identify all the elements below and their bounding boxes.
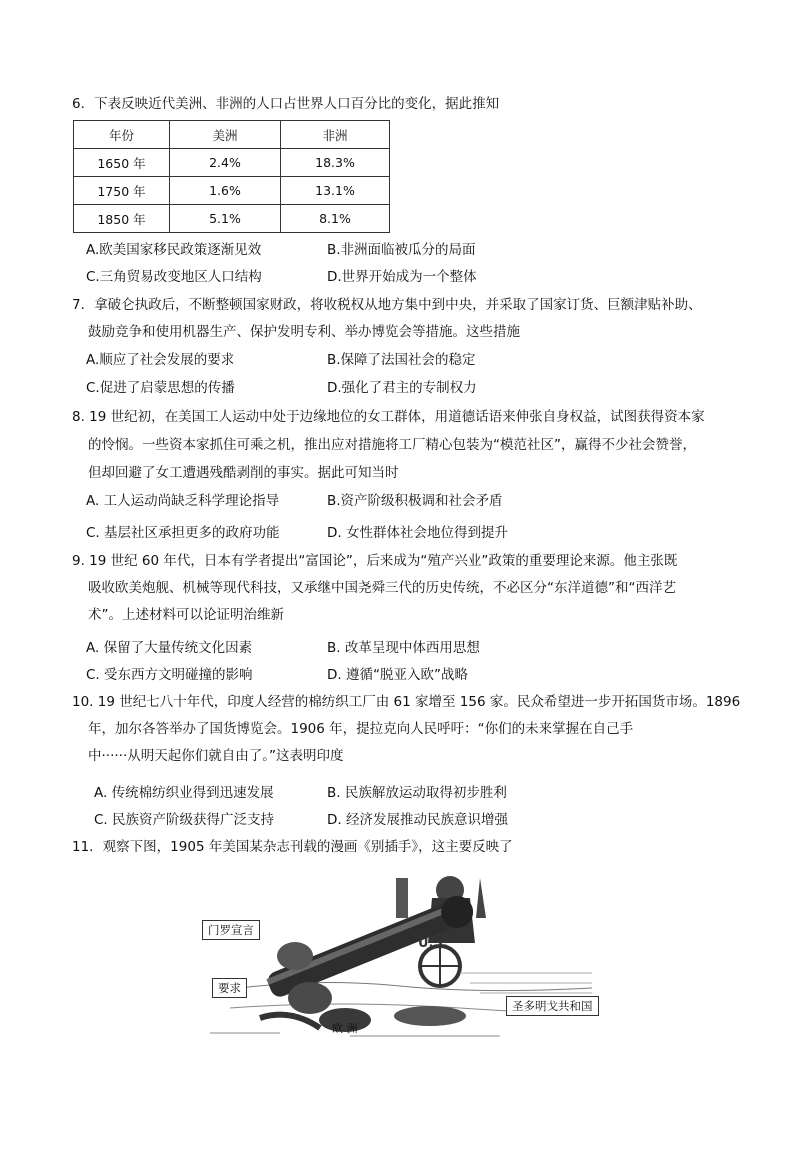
table-cell: 1750 年 xyxy=(74,177,170,205)
table-cell: 1650 年 xyxy=(74,149,170,177)
q7-option-d[interactable]: D.强化了君主的专制权力 xyxy=(327,380,477,396)
label-monroe: 门罗宣言 xyxy=(202,920,260,940)
table-cell: 2.4% xyxy=(170,149,281,177)
q10-stem-line3: 中······从明天起你们就自由了。”这表明印度 xyxy=(88,748,344,764)
q10-option-c[interactable]: C. 民族资产阶级获得广泛支持 xyxy=(94,812,275,828)
q7-option-b[interactable]: B.保障了法国社会的稳定 xyxy=(327,352,476,368)
q6-option-a[interactable]: A.欧美国家移民政策逐渐见效 xyxy=(86,242,262,258)
q6-option-d[interactable]: D.世界开始成为一个整体 xyxy=(327,269,477,285)
q8-option-b[interactable]: B.资产阶级积极调和社会矛盾 xyxy=(327,493,503,509)
q11-stem: 11．观察下图，1905 年美国某杂志刊载的漫画《别插手》，这主要反映了 xyxy=(72,839,513,855)
table-header: 美洲 xyxy=(170,121,281,149)
q9-option-d[interactable]: D. 遵循“脱亚入欧”战略 xyxy=(327,667,468,683)
q10-option-a[interactable]: A. 传统棉纺织业得到迅速发展 xyxy=(94,785,274,801)
q9-stem-line1: 9. 19 世纪 60 年代，日本有学者提出“富国论”，后来成为“殖产兴业”政策的重要理论来源。他主张既 xyxy=(72,553,678,569)
q7-stem-line2: 鼓励竞争和使用机器生产、保护发明专利、举办博览会等措施。这些措施 xyxy=(88,324,520,340)
q9-stem-line3: 术”。上述材料可以论证明治维新 xyxy=(88,607,284,623)
q8-option-d[interactable]: D. 女性群体社会地位得到提升 xyxy=(327,525,508,541)
table-header: 非洲 xyxy=(281,121,390,149)
table-cell: 8.1% xyxy=(281,205,390,233)
q8-option-a[interactable]: A. 工人运动尚缺乏科学理论指导 xyxy=(86,493,280,509)
q7-option-c[interactable]: C.促进了启蒙思想的传播 xyxy=(86,380,235,396)
label-europe: 欧 洲 xyxy=(332,1022,358,1035)
q10-option-d[interactable]: D. 经济发展推动民族意识增强 xyxy=(327,812,508,828)
label-demand: 要求 xyxy=(212,978,247,998)
label-dominican: 圣多明戈共和国 xyxy=(506,996,599,1016)
table-cell: 1850 年 xyxy=(74,205,170,233)
q8-stem-line3: 但却回避了女工遭遇残酷剥削的事实。据此可知当时 xyxy=(88,465,399,481)
table-header: 年份 xyxy=(74,121,170,149)
q6-stem: 6．下表反映近代美洲、非洲的人口占世界人口百分比的变化，据此推知 xyxy=(72,96,500,112)
q8-stem-line1: 8. 19 世纪初，在美国工人运动中处于边缘地位的女工群体，用道德话语来伸张自身权益，试图获得资本家 xyxy=(72,409,705,425)
q7-option-a[interactable]: A.顺应了社会发展的要求 xyxy=(86,352,235,368)
q10-stem-line2: 年，加尔各答举办了国货博览会。1906 年，提拉克向人民呼吁：“你们的未来掌握在自己手 xyxy=(88,721,634,737)
q6-option-c[interactable]: C.三角贸易改变地区人口结构 xyxy=(86,269,262,285)
q9-stem-line2: 吸收欧美炮舰、机械等现代科技，又承继中国尧舜三代的历史传统，不必区分“东洋道德”和“西洋艺 xyxy=(88,580,676,596)
q6-option-b[interactable]: B.非洲面临被瓜分的局面 xyxy=(327,242,476,258)
table-header-row xyxy=(74,121,390,149)
table-cell: 18.3% xyxy=(281,149,390,177)
table-cell: 5.1% xyxy=(170,205,281,233)
q7-stem-line1: 7．拿破仑执政后，不断整顿国家财政，将收税权从地方集中到中央，并采取了国家订货、巨额津贴补助、 xyxy=(72,297,702,313)
table-row xyxy=(74,205,390,233)
table-row xyxy=(74,149,390,177)
q10-option-b[interactable]: B. 民族解放运动取得初步胜利 xyxy=(327,785,507,801)
cartoon-image xyxy=(200,868,592,1040)
q8-stem-line2: 的怜悯。一些资本家抓住可乘之机，推出应对措施将工厂精心包装为“模范社区”，赢得不少社会赞誉， xyxy=(88,437,696,453)
q10-stem-line1: 10. 19 世纪七八十年代，印度人经营的棉纺织工厂由 61 家增至 156 家。民众希望进一步开拓国货市场。1896 xyxy=(72,694,741,710)
q9-option-a[interactable]: A. 保留了大量传统文化因素 xyxy=(86,640,253,656)
population-table xyxy=(73,120,390,233)
q9-option-c[interactable]: C. 受东西方文明碰撞的影响 xyxy=(86,667,253,683)
q9-option-b[interactable]: B. 改革呈现中体西用思想 xyxy=(327,640,480,656)
table-cell: 13.1% xyxy=(281,177,390,205)
table-row xyxy=(74,177,390,205)
q8-option-c[interactable]: C. 基层社区承担更多的政府功能 xyxy=(86,525,280,541)
table-cell: 1.6% xyxy=(170,177,281,205)
label-us: U.S. xyxy=(418,936,448,951)
